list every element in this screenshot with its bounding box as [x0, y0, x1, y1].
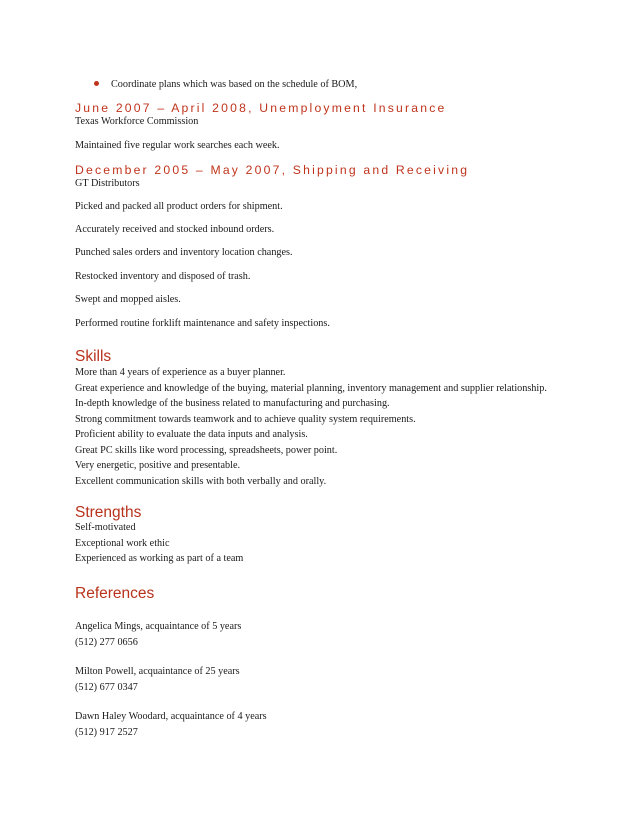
skill-item: Proficient ability to evaluate the data inputs and analysis.	[75, 429, 308, 440]
top-bullet-text: Coordinate plans which was based on the schedule of BOM,	[111, 79, 358, 90]
reference-entry	[75, 709, 267, 740]
job-duty: Swept and mopped aisles.	[75, 294, 181, 305]
job-duty: Performed routine forklift maintenance and safety inspections.	[75, 318, 330, 329]
strengths-list	[75, 520, 243, 567]
strength-item: Self-motivated	[75, 522, 136, 533]
reference-phone: (512) 677 0347	[75, 681, 138, 693]
job-duty: Maintained five regular work searches each week.	[75, 140, 280, 151]
job-heading: June 2007 – April 2008, Unemployment Insurance	[75, 101, 447, 115]
references-heading: References	[75, 585, 155, 602]
reference-entry	[75, 619, 241, 650]
job-employer: Texas Workforce Commission	[75, 116, 199, 127]
reference-name: Dawn Haley Woodard, acquaintance of 4 years	[75, 711, 267, 722]
bullet-icon	[94, 81, 99, 86]
skill-item: Great PC skills like word processing, spreadsheets, power point.	[75, 444, 338, 456]
skill-item: In-depth knowledge of the business related to manufacturing and purchasing.	[75, 398, 390, 409]
skill-item: Excellent communication skills with both verbally and orally.	[75, 475, 327, 487]
strength-item: Experienced as working as part of a team	[75, 553, 244, 564]
reference-entry	[75, 664, 240, 695]
skill-item: More than 4 years of experience as a buyer planner.	[75, 367, 286, 378]
strength-item: Exceptional work ethic	[75, 537, 170, 549]
job-duty: Accurately received and stocked inbound orders.	[75, 224, 275, 235]
strengths-heading: Strengths	[75, 504, 142, 521]
job-duty: Picked and packed all product orders for shipment.	[75, 201, 283, 212]
job-duty: Punched sales orders and inventory location changes.	[75, 247, 293, 258]
job-duty: Restocked inventory and disposed of trash.	[75, 271, 251, 282]
skill-item: Very energetic, positive and presentable.	[75, 460, 241, 471]
skill-item: Great experience and knowledge of the buying, material planning, inventory management and supplier relationship.	[75, 382, 547, 394]
reference-phone: (512) 277 0656	[75, 636, 138, 648]
reference-name: Angelica Mings, acquaintance of 5 years	[75, 621, 242, 632]
reference-name: Milton Powell, acquaintance of 25 years	[75, 666, 240, 677]
top-bullet	[94, 78, 357, 91]
job-employer: GT Distributors	[75, 178, 140, 189]
skills-heading: Skills	[75, 348, 112, 365]
skill-item: Strong commitment towards teamwork and to achieve quality system requirements.	[75, 413, 416, 425]
job-heading: December 2005 – May 2007, Shipping and Receiving	[75, 163, 470, 177]
skills-list	[75, 365, 547, 489]
reference-phone: (512) 917 2527	[75, 726, 138, 738]
